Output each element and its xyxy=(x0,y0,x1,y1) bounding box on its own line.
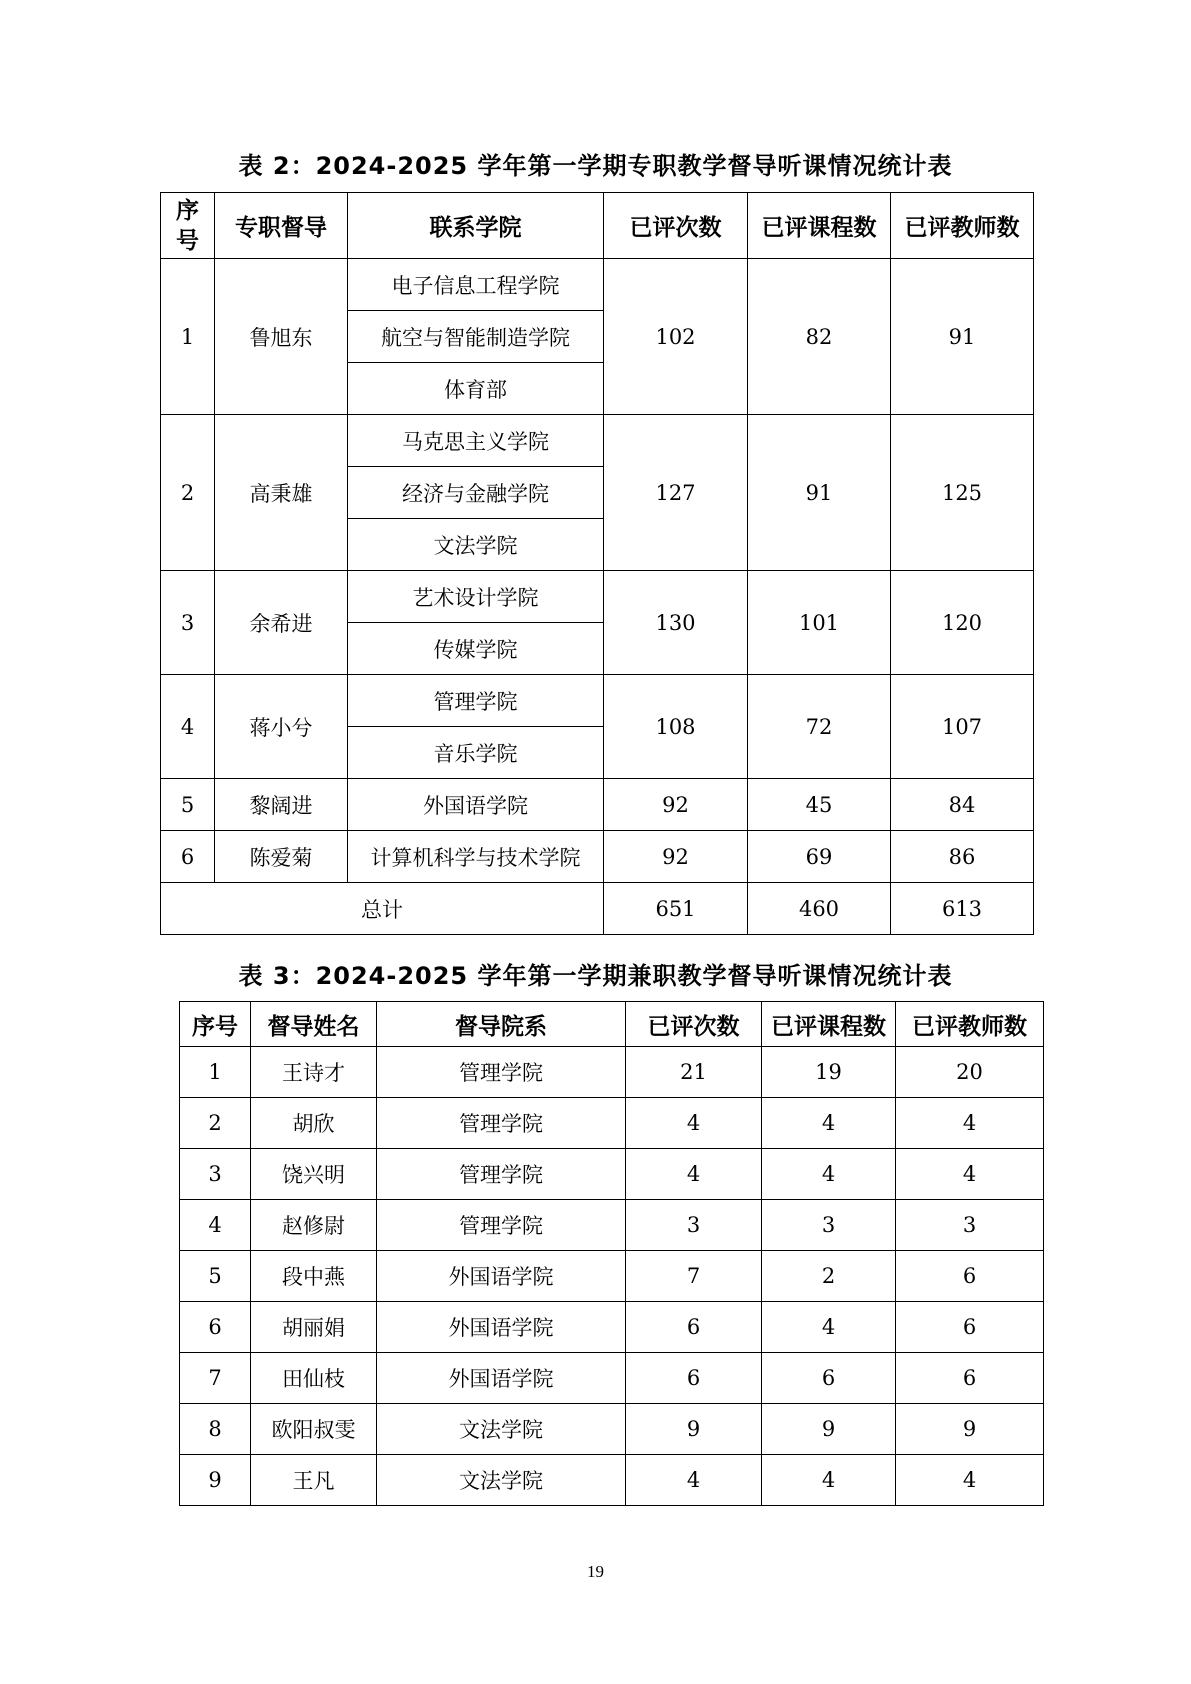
header-courses: 已评课程数 xyxy=(762,1002,896,1047)
college-cell: 电子信息工程学院 xyxy=(348,259,604,311)
seq-cell: 8 xyxy=(180,1404,251,1455)
teachers-cell: 20 xyxy=(896,1047,1044,1098)
evals-cell: 4 xyxy=(626,1149,762,1200)
page-number: 19 xyxy=(587,1562,604,1581)
table-row xyxy=(161,675,1034,727)
total-label: 总计 xyxy=(161,883,604,935)
dept-cell: 文法学院 xyxy=(377,1455,626,1506)
courses-cell: 69 xyxy=(748,831,891,883)
table-row xyxy=(180,1200,1044,1251)
table-row xyxy=(180,1353,1044,1404)
table3-title: 表 3：2024-2025 学年第一学期兼职教学督导听课情况统计表 xyxy=(238,962,953,990)
college-cell: 计算机科学与技术学院 xyxy=(348,831,604,883)
college-cell: 体育部 xyxy=(348,363,604,415)
college-cell: 艺术设计学院 xyxy=(348,571,604,623)
total-row xyxy=(161,883,1034,935)
courses-cell: 6 xyxy=(762,1353,896,1404)
evals-cell: 108 xyxy=(604,675,748,779)
seq-cell: 5 xyxy=(161,779,215,831)
courses-cell: 4 xyxy=(762,1455,896,1506)
teachers-cell: 86 xyxy=(891,831,1034,883)
teachers-cell: 9 xyxy=(896,1404,1044,1455)
courses-cell: 72 xyxy=(748,675,891,779)
table3-header-row xyxy=(180,1002,1044,1047)
evals-cell: 4 xyxy=(626,1455,762,1506)
seq-cell: 2 xyxy=(180,1098,251,1149)
table-row xyxy=(161,259,1034,311)
seq-cell: 6 xyxy=(180,1302,251,1353)
courses-cell: 101 xyxy=(748,571,891,675)
seq-cell: 1 xyxy=(161,259,215,415)
teachers-cell: 4 xyxy=(896,1455,1044,1506)
table-row xyxy=(180,1404,1044,1455)
supervisor-name: 欧阳叔雯 xyxy=(251,1404,377,1455)
evals-cell: 21 xyxy=(626,1047,762,1098)
courses-cell: 4 xyxy=(762,1302,896,1353)
seq-cell: 5 xyxy=(180,1251,251,1302)
dept-cell: 管理学院 xyxy=(377,1149,626,1200)
supervisor-name: 段中燕 xyxy=(251,1251,377,1302)
table-row xyxy=(180,1251,1044,1302)
evals-cell: 102 xyxy=(604,259,748,415)
courses-cell: 2 xyxy=(762,1251,896,1302)
table2-title: 表 2：2024-2025 学年第一学期专职教学督导听课情况统计表 xyxy=(238,152,953,180)
supervisor-name: 高秉雄 xyxy=(215,415,348,571)
courses-cell: 82 xyxy=(748,259,891,415)
evals-cell: 7 xyxy=(626,1251,762,1302)
table-row xyxy=(161,779,1034,831)
evals-cell: 4 xyxy=(626,1098,762,1149)
dept-cell: 外国语学院 xyxy=(377,1251,626,1302)
seq-cell: 3 xyxy=(161,571,215,675)
table2-fulltime-supervisors xyxy=(160,192,1034,935)
header-courses: 已评课程数 xyxy=(748,193,891,259)
college-cell: 传媒学院 xyxy=(348,623,604,675)
supervisor-name: 黎阔进 xyxy=(215,779,348,831)
teachers-cell: 91 xyxy=(891,259,1034,415)
table-row xyxy=(180,1302,1044,1353)
college-cell: 经济与金融学院 xyxy=(348,467,604,519)
courses-cell: 19 xyxy=(762,1047,896,1098)
supervisor-name: 王凡 xyxy=(251,1455,377,1506)
evals-cell: 92 xyxy=(604,831,748,883)
header-dept: 督导院系 xyxy=(377,1002,626,1047)
header-college: 联系学院 xyxy=(348,193,604,259)
seq-cell: 3 xyxy=(180,1149,251,1200)
dept-cell: 管理学院 xyxy=(377,1098,626,1149)
teachers-cell: 84 xyxy=(891,779,1034,831)
courses-cell: 45 xyxy=(748,779,891,831)
college-cell: 航空与智能制造学院 xyxy=(348,311,604,363)
evals-cell: 6 xyxy=(626,1353,762,1404)
seq-cell: 1 xyxy=(180,1047,251,1098)
evals-cell: 127 xyxy=(604,415,748,571)
table3-parttime-supervisors xyxy=(179,1001,1044,1506)
seq-cell: 2 xyxy=(161,415,215,571)
header-name: 督导姓名 xyxy=(251,1002,377,1047)
total-evals: 651 xyxy=(604,883,748,935)
supervisor-name: 饶兴明 xyxy=(251,1149,377,1200)
evals-cell: 6 xyxy=(626,1302,762,1353)
supervisor-name: 蒋小兮 xyxy=(215,675,348,779)
dept-cell: 管理学院 xyxy=(377,1047,626,1098)
header-evals: 已评次数 xyxy=(626,1002,762,1047)
header-seq: 序号 xyxy=(180,1002,251,1047)
table2-header-row xyxy=(161,193,1034,259)
header-evals: 已评次数 xyxy=(604,193,748,259)
evals-cell: 130 xyxy=(604,571,748,675)
table-row xyxy=(161,571,1034,623)
dept-cell: 外国语学院 xyxy=(377,1353,626,1404)
table-row xyxy=(180,1047,1044,1098)
supervisor-name: 赵修尉 xyxy=(251,1200,377,1251)
table-row xyxy=(180,1149,1044,1200)
teachers-cell: 107 xyxy=(891,675,1034,779)
courses-cell: 91 xyxy=(748,415,891,571)
dept-cell: 外国语学院 xyxy=(377,1302,626,1353)
courses-cell: 4 xyxy=(762,1098,896,1149)
header-supervisor: 专职督导 xyxy=(215,193,348,259)
table-row xyxy=(161,415,1034,467)
college-cell: 音乐学院 xyxy=(348,727,604,779)
courses-cell: 3 xyxy=(762,1200,896,1251)
header-teachers: 已评教师数 xyxy=(891,193,1034,259)
supervisor-name: 胡欣 xyxy=(251,1098,377,1149)
dept-cell: 文法学院 xyxy=(377,1404,626,1455)
teachers-cell: 6 xyxy=(896,1251,1044,1302)
evals-cell: 9 xyxy=(626,1404,762,1455)
courses-cell: 9 xyxy=(762,1404,896,1455)
teachers-cell: 125 xyxy=(891,415,1034,571)
table-row xyxy=(161,831,1034,883)
college-cell: 文法学院 xyxy=(348,519,604,571)
dept-cell: 管理学院 xyxy=(377,1200,626,1251)
seq-cell: 9 xyxy=(180,1455,251,1506)
seq-cell: 4 xyxy=(161,675,215,779)
college-cell: 外国语学院 xyxy=(348,779,604,831)
header-teachers: 已评教师数 xyxy=(896,1002,1044,1047)
seq-cell: 7 xyxy=(180,1353,251,1404)
header-seq: 序 号 xyxy=(161,193,215,259)
teachers-cell: 4 xyxy=(896,1149,1044,1200)
supervisor-name: 胡丽娟 xyxy=(251,1302,377,1353)
supervisor-name: 余希进 xyxy=(215,571,348,675)
college-cell: 管理学院 xyxy=(348,675,604,727)
courses-cell: 4 xyxy=(762,1149,896,1200)
table-row xyxy=(180,1098,1044,1149)
teachers-cell: 6 xyxy=(896,1353,1044,1404)
supervisor-name: 田仙枝 xyxy=(251,1353,377,1404)
total-courses: 460 xyxy=(748,883,891,935)
seq-cell: 4 xyxy=(180,1200,251,1251)
supervisor-name: 鲁旭东 xyxy=(215,259,348,415)
teachers-cell: 6 xyxy=(896,1302,1044,1353)
teachers-cell: 3 xyxy=(896,1200,1044,1251)
evals-cell: 3 xyxy=(626,1200,762,1251)
evals-cell: 92 xyxy=(604,779,748,831)
total-teachers: 613 xyxy=(891,883,1034,935)
teachers-cell: 120 xyxy=(891,571,1034,675)
seq-cell: 6 xyxy=(161,831,215,883)
table-row xyxy=(180,1455,1044,1506)
supervisor-name: 王诗才 xyxy=(251,1047,377,1098)
teachers-cell: 4 xyxy=(896,1098,1044,1149)
college-cell: 马克思主义学院 xyxy=(348,415,604,467)
supervisor-name: 陈爱菊 xyxy=(215,831,348,883)
